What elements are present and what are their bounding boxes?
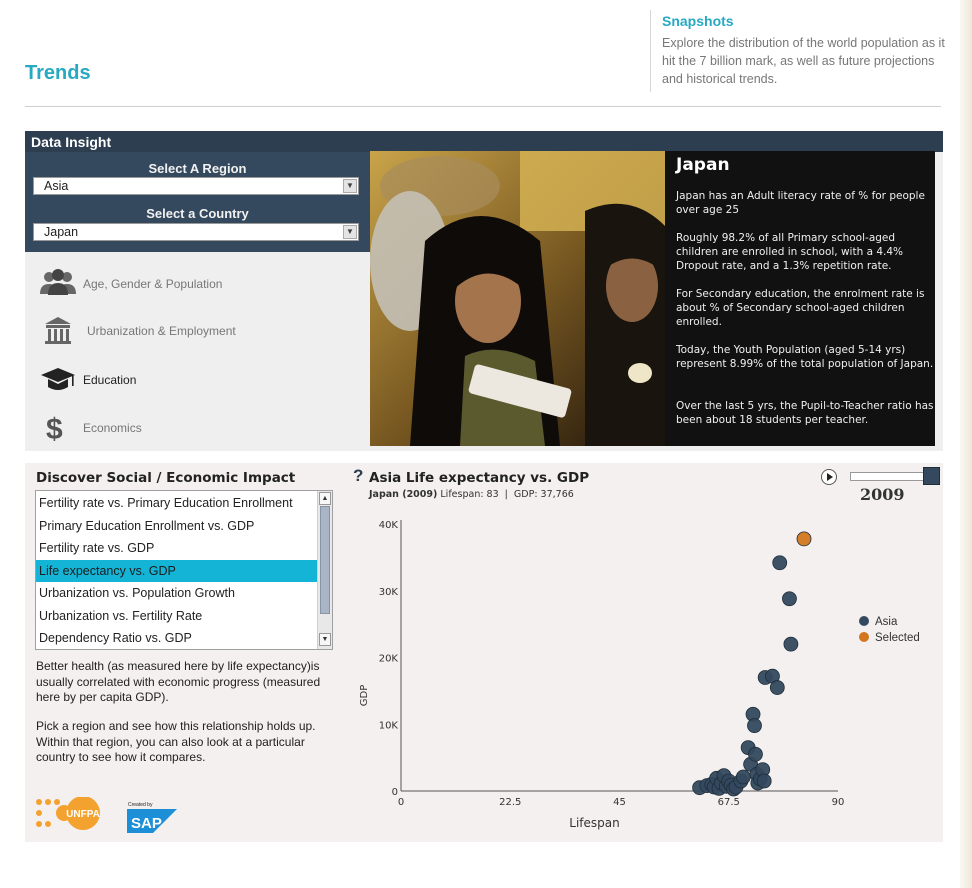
svg-text:SAP: SAP	[131, 815, 162, 832]
region-select-value: Asia	[44, 179, 69, 193]
partner-logos	[35, 797, 195, 837]
discover-instructions: Pick a region and see how this relationship holds up. Within that region, you can also look at a particular country to see how it compares.	[36, 719, 316, 764]
subtitle-values: Lifespan: 83 | GDP: 37,766	[440, 489, 574, 500]
data-insight-header	[25, 131, 943, 152]
y-tick-label: 40K	[378, 520, 398, 531]
scatter-plot	[350, 503, 943, 842]
category-economics[interactable]	[37, 408, 357, 448]
data-insight-title: Data Insight	[31, 134, 112, 150]
discover-title: Discover Social / Economic Impact	[36, 470, 296, 486]
snapshots-box	[650, 10, 945, 92]
info-youth: Today, the Youth Population (aged 5-14 yrs) represent 8.99% of the total population of Japan.	[676, 344, 934, 370]
page-title: Trends	[25, 62, 91, 84]
play-button[interactable]	[821, 469, 837, 485]
data-point	[770, 681, 784, 695]
region-label: Select A Region	[148, 161, 247, 176]
x-axis-label: Lifespan	[569, 816, 620, 830]
data-point	[784, 637, 798, 651]
selected-point	[797, 532, 811, 546]
scroll-up-icon[interactable]: ▲	[319, 492, 331, 505]
year-label: 2009	[860, 485, 905, 504]
year-slider-handle[interactable]	[923, 467, 940, 485]
y-tick-label: 30K	[378, 586, 398, 598]
scroll-thumb[interactable]	[320, 506, 330, 614]
legend-marker	[859, 616, 869, 626]
chart-area	[350, 463, 943, 842]
x-tick-label: 67.5	[717, 797, 740, 808]
building-icon	[37, 311, 79, 351]
region-select[interactable]	[33, 177, 359, 195]
x-tick-label: 0	[397, 797, 405, 808]
list-item[interactable]: Fertility rate vs. GDP	[39, 541, 155, 555]
data-point	[736, 770, 750, 784]
chevron-down-icon[interactable]: ▼	[343, 225, 357, 239]
legend-label: Selected	[875, 632, 920, 644]
snapshots-description: Explore the distribution of the world population as it hit the 7 billion mark, as well as future projections and historical trends.	[662, 36, 945, 86]
y-tick-label: 10K	[378, 720, 398, 732]
legend-label: Asia	[875, 616, 898, 628]
legend-marker	[859, 632, 869, 642]
y-tick-label: 20K	[378, 653, 398, 665]
list-item[interactable]: Primary Education Enrollment vs. GDP	[39, 518, 255, 533]
category-label: Education	[83, 373, 137, 387]
category-urbanization-employment[interactable]	[37, 311, 357, 351]
list-item[interactable]: Urbanization vs. Fertility Rate	[39, 608, 203, 623]
list-item[interactable]: Urbanization vs. Population Growth	[39, 586, 235, 600]
info-secondary: For Secondary education, the enrolment rate is about % of Secondary school-aged children enrolled.	[676, 288, 925, 328]
snapshots-link[interactable]: Snapshots	[662, 13, 734, 29]
y-axis-label: GDP	[359, 684, 370, 707]
x-tick-label: 90	[831, 797, 845, 808]
country-photo	[370, 151, 665, 446]
list-item[interactable]: Life expectancy vs. GDP	[36, 560, 318, 582]
country-select[interactable]	[33, 223, 359, 241]
info-country-name: Japan	[676, 155, 730, 175]
chart-title: Asia Life expectancy vs. GDP	[369, 470, 590, 486]
discover-description: Better health (as measured here by life expectancy)is usually correlated with economic progress (measured here by per capita GDP).	[36, 659, 321, 704]
info-literacy: Japan has an Adult literacy rate of % for people over age 25	[676, 190, 925, 216]
comparison-listbox[interactable]	[35, 490, 333, 650]
data-point	[773, 556, 787, 570]
category-label: Economics	[83, 421, 142, 435]
svg-text:$: $	[46, 413, 63, 446]
category-label: Age, Gender & Population	[83, 277, 223, 291]
data-point	[757, 774, 771, 788]
x-tick-label: 45	[613, 797, 626, 808]
page-shadow	[960, 0, 972, 888]
list-item[interactable]: Dependency Ratio vs. GDP	[39, 631, 192, 645]
subtitle-country: Japan (2009)	[369, 489, 438, 500]
list-item[interactable]: Fertility rate vs. Primary Education Enrollment	[39, 496, 293, 510]
divider	[25, 106, 941, 107]
svg-text:Created by: Created by	[128, 802, 153, 808]
discover-panel	[25, 463, 943, 842]
info-primary: Roughly 98.2% of all Primary school-aged children are enrolled in school, with a 4.4% Dropout rate, and a 1.3% repetition rate.	[676, 232, 904, 272]
data-point	[782, 592, 796, 606]
y-tick-label: 0	[391, 787, 398, 798]
dollar-icon	[37, 408, 79, 448]
unfpa-logo	[35, 797, 195, 837]
data-point	[747, 719, 761, 733]
country-label: Select a Country	[146, 206, 249, 221]
data-point	[748, 747, 762, 761]
country-info-panel	[665, 151, 935, 446]
people-icon	[37, 264, 79, 304]
category-education[interactable]	[37, 360, 357, 400]
scroll-down-icon[interactable]: ▼	[319, 633, 331, 646]
category-age-gender-population[interactable]	[37, 264, 357, 304]
selector-box	[25, 152, 370, 252]
category-label: Urbanization & Employment	[87, 324, 236, 338]
info-pupil-teacher: Over the last 5 yrs, the Pupil-to-Teacher ratio has been about 18 students per teacher.	[676, 400, 934, 426]
graduation-cap-icon	[37, 360, 79, 400]
country-select-value: Japan	[44, 225, 79, 239]
data-insight-panel	[25, 131, 943, 451]
x-tick-label: 22.5	[499, 797, 522, 808]
listbox-scrollbar[interactable]	[317, 491, 332, 649]
svg-text:UNFPA: UNFPA	[66, 809, 100, 820]
chart-subtitle	[369, 489, 574, 500]
help-icon[interactable]: ?	[353, 466, 364, 485]
students-photo	[370, 151, 665, 446]
chevron-down-icon[interactable]: ▼	[343, 179, 357, 193]
